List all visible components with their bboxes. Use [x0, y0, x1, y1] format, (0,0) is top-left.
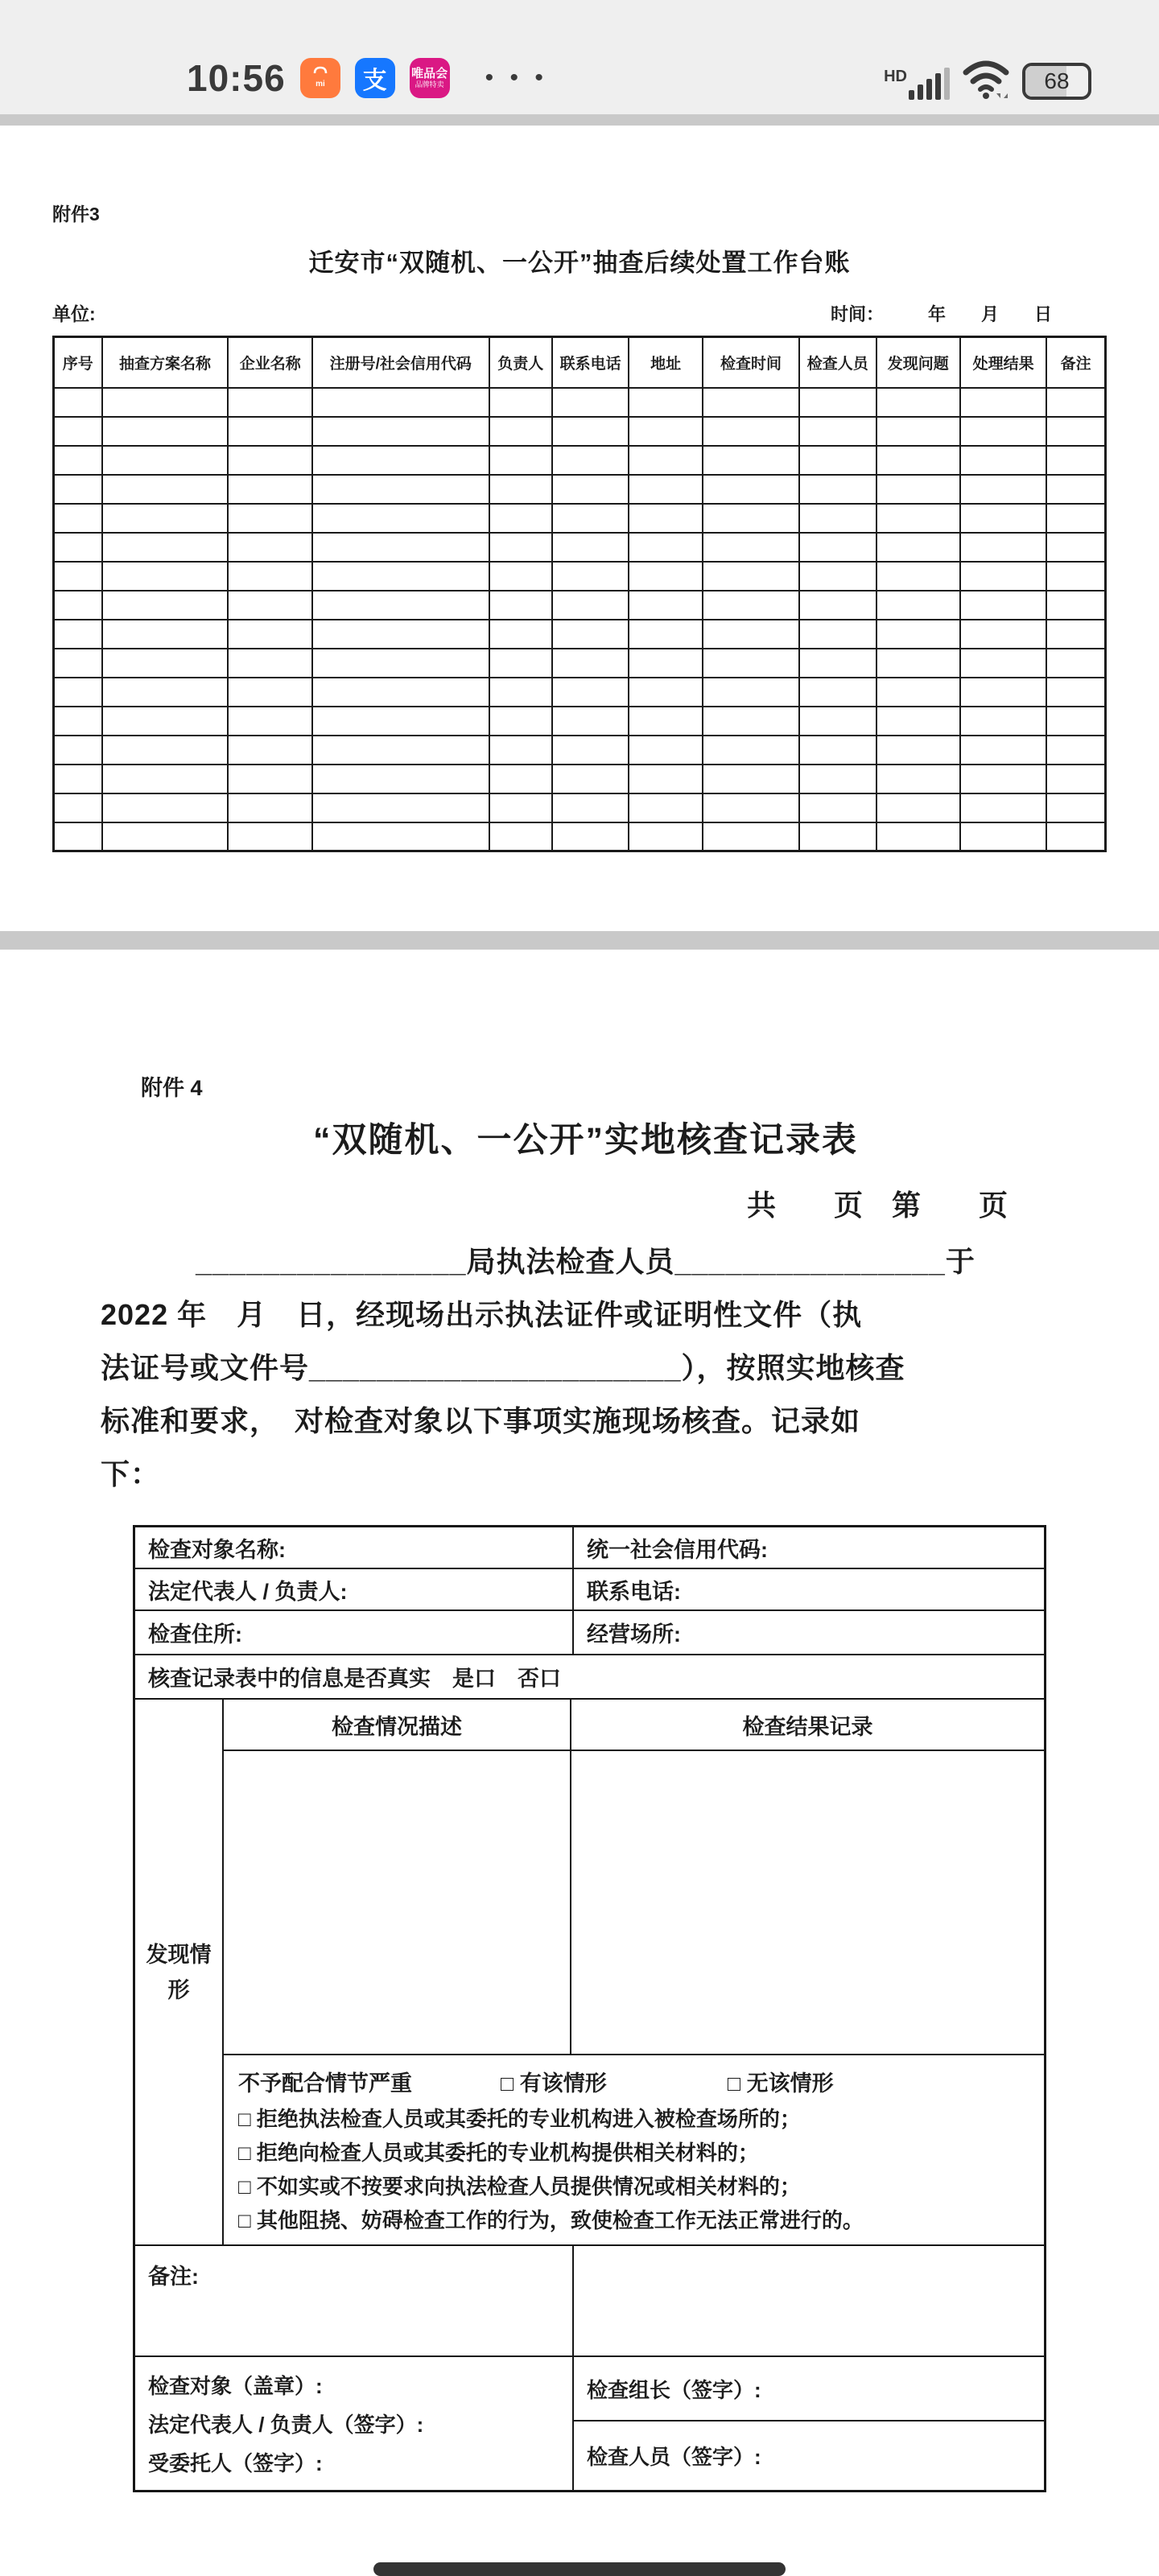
ledger-empty-cell	[799, 388, 876, 417]
mi-store-notification-icon	[300, 58, 340, 98]
ledger-empty-cell	[54, 707, 102, 736]
intro-line: 标准和要求， 对检查对象以下事项实施现场核查。记录如	[101, 1404, 861, 1437]
ledger-empty-cell	[799, 765, 876, 793]
ledger-empty-cell	[552, 707, 629, 736]
ledger-empty-cell	[228, 793, 312, 822]
ledger-empty-cell	[312, 822, 489, 851]
ledger-empty-cell	[799, 707, 876, 736]
ledger-empty-cell	[960, 765, 1046, 793]
ledger-empty-cell	[102, 678, 229, 707]
ledger-empty-cell	[876, 793, 961, 822]
ledger-empty-row	[54, 707, 1106, 736]
ledger-empty-cell	[629, 446, 702, 475]
ledger-col-header: 负责人	[489, 337, 552, 388]
vipshop-sublabel: 品牌特卖	[415, 80, 444, 89]
ledger-empty-cell	[228, 562, 312, 591]
info-truthful-checkbox-row: 核查记录表中的信息是否真实 是口 否口	[135, 1655, 1044, 1700]
ledger-col-header: 地址	[629, 337, 702, 388]
ledger-empty-cell	[102, 765, 229, 793]
ledger-empty-cell	[552, 533, 629, 562]
ledger-empty-cell	[102, 533, 229, 562]
ledger-col-header: 检查时间	[703, 337, 799, 388]
findings-side-column	[135, 1700, 224, 2244]
ledger-empty-cell	[228, 533, 312, 562]
ledger-empty-cell	[876, 504, 961, 533]
business-premises-field: 经营场所:	[587, 1622, 681, 1647]
ledger-empty-cell	[629, 678, 702, 707]
page-count-line: 共 页 第 页	[746, 1189, 1008, 1222]
legal-representative-field: 法定代表人 / 负责人:	[135, 1569, 574, 1609]
noncoop-item: □ 拒绝向检查人员或其委托的专业机构提供相关材料的；	[238, 2141, 759, 2165]
ledger-col-header: 发现问题	[876, 337, 961, 388]
ledger-empty-cell	[1046, 388, 1105, 417]
inspected-object-name-field: 检查对象名称:	[135, 1527, 574, 1568]
ledger-empty-cell	[703, 388, 799, 417]
ledger-empty-cell	[703, 736, 799, 765]
ledger-empty-cell	[876, 446, 961, 475]
inspection-address-field: 检查住所:	[135, 1611, 574, 1654]
ledger-empty-cell	[1046, 765, 1105, 793]
ledger-empty-cell	[102, 707, 229, 736]
signature-left-cell	[135, 2357, 574, 2490]
ledger-empty-cell	[876, 765, 961, 793]
ledger-empty-cell	[1046, 822, 1105, 851]
ledger-empty-cell	[960, 591, 1046, 620]
ledger-empty-cell	[102, 591, 229, 620]
ledger-empty-cell	[312, 446, 489, 475]
ledger-col-header: 企业名称	[228, 337, 312, 388]
ledger-empty-cell	[703, 504, 799, 533]
ledger-empty-cell	[703, 533, 799, 562]
noncoop-no-checkbox: □ 无该情形	[727, 2071, 834, 2096]
ledger-empty-cell	[228, 446, 312, 475]
ledger-empty-cell	[102, 562, 229, 591]
ledger-empty-cell	[1046, 446, 1105, 475]
ledger-empty-cell	[489, 707, 552, 736]
ledger-empty-cell	[312, 793, 489, 822]
ledger-empty-cell	[489, 504, 552, 533]
ledger-empty-cell	[960, 417, 1046, 446]
ledger-meta-row	[52, 299, 1107, 326]
date-field: 时间： 年 月 日	[830, 304, 1052, 324]
ledger-empty-cell	[54, 765, 102, 793]
home-indicator-bar[interactable]	[373, 2562, 786, 2576]
battery-icon	[1022, 63, 1091, 100]
ledger-empty-cell	[629, 736, 702, 765]
ledger-empty-cell	[489, 417, 552, 446]
ledger-empty-row	[54, 765, 1106, 793]
ledger-col-header: 备注	[1046, 337, 1105, 388]
ledger-empty-cell	[960, 620, 1046, 649]
ledger-empty-cell	[799, 475, 876, 504]
ledger-empty-cell	[703, 678, 799, 707]
ledger-empty-cell	[629, 475, 702, 504]
ledger-empty-cell	[703, 475, 799, 504]
remark-empty-cell	[574, 2246, 1044, 2355]
ledger-empty-cell	[489, 446, 552, 475]
ledger-empty-row	[54, 591, 1106, 620]
ledger-empty-cell	[960, 736, 1046, 765]
ledger-empty-cell	[489, 475, 552, 504]
ledger-empty-cell	[876, 822, 961, 851]
document-scroll-area[interactable]	[0, 126, 1159, 2492]
ledger-empty-cell	[629, 707, 702, 736]
ledger-empty-cell	[54, 446, 102, 475]
ledger-empty-cell	[54, 504, 102, 533]
form-row-address	[135, 1611, 1044, 1655]
signature-section	[135, 2357, 1044, 2490]
ledger-empty-cell	[102, 649, 229, 678]
ledger-empty-cell	[1046, 562, 1105, 591]
ledger-empty-cell	[228, 765, 312, 793]
ledger-empty-cell	[54, 475, 102, 504]
intro-line: 下：	[101, 1457, 161, 1490]
ledger-empty-cell	[1046, 591, 1105, 620]
ledger-empty-row	[54, 417, 1106, 446]
ledger-empty-cell	[54, 793, 102, 822]
ledger-empty-cell	[552, 446, 629, 475]
alipay-glyph: 支	[362, 68, 387, 94]
ledger-empty-cell	[629, 562, 702, 591]
ledger-empty-cell	[629, 822, 702, 851]
ledger-empty-cell	[102, 388, 229, 417]
ledger-empty-cell	[489, 591, 552, 620]
ledger-empty-cell	[489, 678, 552, 707]
ledger-empty-cell	[489, 562, 552, 591]
ledger-empty-cell	[552, 388, 629, 417]
ledger-empty-cell	[703, 649, 799, 678]
ledger-empty-row	[54, 822, 1106, 851]
inspection-form-table	[133, 1525, 1046, 2492]
ledger-empty-cell	[629, 504, 702, 533]
document-page-2	[0, 950, 1159, 2492]
ledger-empty-cell	[799, 736, 876, 765]
ledger-empty-cell	[312, 417, 489, 446]
ledger-empty-cell	[703, 707, 799, 736]
ledger-empty-cell	[876, 649, 961, 678]
ledger-empty-cell	[312, 765, 489, 793]
ledger-empty-cell	[228, 504, 312, 533]
ledger-empty-cell	[552, 822, 629, 851]
ledger-empty-cell	[1046, 678, 1105, 707]
ledger-empty-cell	[876, 388, 961, 417]
ledger-empty-cell	[960, 793, 1046, 822]
ledger-empty-cell	[703, 562, 799, 591]
ledger-empty-cell	[489, 736, 552, 765]
ledger-empty-cell	[799, 620, 876, 649]
inspector-signature-field: 检查人员（签字）:	[587, 2445, 761, 2469]
ledger-empty-cell	[489, 822, 552, 851]
ledger-empty-cell	[228, 591, 312, 620]
svg-text:mi: mi	[315, 80, 325, 89]
noncoop-item: □ 不如实或不按要求向执法检查人员提供情况或相关材料的；	[238, 2174, 801, 2199]
ledger-empty-cell	[54, 417, 102, 446]
ledger-empty-cell	[1046, 504, 1105, 533]
ledger-empty-cell	[228, 417, 312, 446]
ledger-empty-cell	[629, 533, 702, 562]
ledger-empty-cell	[960, 504, 1046, 533]
ledger-col-header: 检查人员	[799, 337, 876, 388]
ledger-header-row	[54, 337, 1106, 388]
ledger-empty-cell	[960, 446, 1046, 475]
ledger-empty-cell	[799, 793, 876, 822]
ledger-empty-cell	[552, 562, 629, 591]
ledger-empty-cell	[312, 533, 489, 562]
form-row-legal-phone	[135, 1569, 1044, 1611]
ledger-empty-cell	[54, 678, 102, 707]
ledger-empty-cell	[799, 591, 876, 620]
remark-row	[135, 2246, 1044, 2357]
findings-body-row	[224, 1751, 1044, 2055]
situation-description-header: 检查情况描述	[224, 1700, 571, 1750]
ledger-empty-cell	[552, 678, 629, 707]
ledger-empty-cell	[228, 736, 312, 765]
ledger-empty-cell	[629, 620, 702, 649]
ledger-empty-cell	[799, 649, 876, 678]
ledger-empty-cell	[629, 793, 702, 822]
ledger-empty-cell	[960, 707, 1046, 736]
ledger-empty-cell	[1046, 533, 1105, 562]
hd-volte-label: HD	[884, 68, 907, 85]
ledger-empty-cell	[54, 620, 102, 649]
ledger-empty-cell	[312, 649, 489, 678]
cell-signal-icon	[884, 68, 950, 100]
ledger-empty-cell	[552, 504, 629, 533]
vipshop-notification-icon	[410, 58, 450, 98]
ledger-empty-cell	[102, 793, 229, 822]
ledger-col-header: 联系电话	[552, 337, 629, 388]
form-row-name-code	[135, 1527, 1044, 1569]
ledger-empty-row	[54, 562, 1106, 591]
ledger-empty-cell	[54, 388, 102, 417]
ledger-empty-cell	[876, 475, 961, 504]
ledger-empty-cell	[960, 475, 1046, 504]
noncoop-title: 不予配合情节严重	[238, 2071, 412, 2096]
ledger-empty-cell	[552, 620, 629, 649]
ledger-empty-cell	[102, 736, 229, 765]
ledger-empty-cell	[552, 475, 629, 504]
ledger-empty-cell	[1046, 620, 1105, 649]
ledger-empty-cell	[960, 678, 1046, 707]
ledger-empty-cell	[876, 736, 961, 765]
ledger-empty-cell	[960, 562, 1046, 591]
ledger-empty-cell	[552, 793, 629, 822]
alipay-notification-icon	[355, 58, 395, 98]
ledger-empty-cell	[54, 822, 102, 851]
ledger-empty-cell	[876, 707, 961, 736]
findings-side-label: 发现情形	[146, 1942, 212, 2002]
ledger-empty-cell	[960, 533, 1046, 562]
ledger-empty-cell	[876, 591, 961, 620]
ledger-empty-cell	[799, 562, 876, 591]
ledger-empty-cell	[312, 736, 489, 765]
unit-label: 单位:	[52, 303, 96, 324]
ledger-empty-cell	[102, 620, 229, 649]
ledger-empty-cell	[703, 417, 799, 446]
ledger-col-header: 注册号/社会信用代码	[312, 337, 489, 388]
ledger-empty-row	[54, 475, 1106, 504]
noncoop-item: □ 其他阻挠、妨碍检查工作的行为，致使检查工作无法正常进行的。	[238, 2208, 864, 2232]
ledger-empty-cell	[629, 417, 702, 446]
ledger-empty-cell	[312, 562, 489, 591]
team-leader-signature-field: 检查组长（签字）:	[574, 2357, 1044, 2421]
noncooperation-section	[224, 2055, 1044, 2244]
shopping-bag-icon	[308, 65, 332, 91]
entrusted-signature-field: 受委托人（签字）:	[148, 2451, 323, 2476]
ledger-empty-cell	[312, 678, 489, 707]
ledger-empty-cell	[54, 591, 102, 620]
object-seal-field: 检查对象（盖章）:	[148, 2373, 323, 2398]
ledger-empty-cell	[876, 417, 961, 446]
ledger-empty-cell	[312, 620, 489, 649]
ledger-empty-cell	[54, 649, 102, 678]
more-notifications-icon: • • •	[485, 64, 548, 91]
ledger-empty-cell	[228, 822, 312, 851]
page-separator	[0, 931, 1159, 950]
ledger-empty-cell	[312, 707, 489, 736]
ledger-col-header: 处理结果	[960, 337, 1046, 388]
social-credit-code-field: 统一社会信用代码:	[587, 1537, 768, 1562]
noncoop-item: □ 拒绝执法检查人员或其委托的专业机构进入被检查场所的；	[238, 2107, 801, 2131]
ledger-empty-cell	[1046, 417, 1105, 446]
ledger-empty-cell	[54, 736, 102, 765]
statusbar-divider	[0, 114, 1159, 126]
contact-phone-field: 联系电话:	[587, 1579, 681, 1604]
ledger-empty-cell	[312, 591, 489, 620]
ledger-empty-row	[54, 736, 1106, 765]
ledger-empty-cell	[1046, 707, 1105, 736]
ledger-empty-row	[54, 533, 1106, 562]
ledger-empty-cell	[876, 620, 961, 649]
ledger-empty-cell	[312, 388, 489, 417]
ledger-empty-cell	[703, 620, 799, 649]
noncoop-item-list	[238, 2102, 1033, 2237]
ledger-col-header: 序号	[54, 337, 102, 388]
ledger-empty-cell	[102, 417, 229, 446]
wifi-icon	[961, 60, 1011, 100]
ledger-empty-cell	[228, 649, 312, 678]
ledger-empty-cell	[629, 388, 702, 417]
ledger-empty-cell	[799, 504, 876, 533]
ledger-empty-row	[54, 678, 1106, 707]
clock-label: 10:56	[187, 57, 286, 99]
ledger-empty-cell	[1046, 793, 1105, 822]
ledger-empty-cell	[489, 388, 552, 417]
ledger-empty-row	[54, 388, 1106, 417]
ledger-empty-cell	[799, 533, 876, 562]
ledger-empty-row	[54, 620, 1106, 649]
battery-percent-label: 68	[1044, 68, 1070, 93]
ledger-empty-cell	[102, 504, 229, 533]
ledger-empty-cell	[489, 649, 552, 678]
ledger-empty-row	[54, 649, 1106, 678]
ledger-empty-cell	[876, 533, 961, 562]
ledger-empty-cell	[489, 620, 552, 649]
ledger-empty-cell	[703, 793, 799, 822]
ledger-empty-cell	[876, 678, 961, 707]
ledger-empty-cell	[629, 591, 702, 620]
intro-paragraph	[101, 1235, 1070, 1501]
ledger-empty-cell	[703, 765, 799, 793]
noncoop-yes-checkbox: □ 有该情形	[501, 2071, 607, 2096]
remark-field: 备注:	[135, 2246, 574, 2355]
ledger-empty-cell	[489, 533, 552, 562]
ledger-empty-cell	[228, 475, 312, 504]
ledger-empty-cell	[228, 707, 312, 736]
ledger-empty-cell	[960, 649, 1046, 678]
ledger-empty-cell	[54, 533, 102, 562]
ledger-empty-cell	[1046, 649, 1105, 678]
vipshop-label: 唯品会	[411, 67, 448, 80]
result-record-cell	[571, 1751, 1044, 2054]
intro-line: 法证号或文件号______________________），按照实地核查	[101, 1351, 905, 1384]
ledger-empty-cell	[876, 562, 961, 591]
findings-header-row	[224, 1700, 1044, 1751]
ledger-empty-cell	[1046, 475, 1105, 504]
ledger-empty-cell	[489, 765, 552, 793]
ledger-empty-cell	[799, 417, 876, 446]
ledger-empty-cell	[552, 765, 629, 793]
ledger-empty-cell	[489, 793, 552, 822]
ledger-empty-cell	[703, 446, 799, 475]
attachment-3-label: 附件3	[52, 204, 100, 225]
record-form-title: “双随机、一公开”实地核查记录表	[313, 1121, 858, 1160]
ledger-empty-cell	[960, 822, 1046, 851]
ledger-empty-cell	[629, 765, 702, 793]
ledger-col-header: 抽查方案名称	[102, 337, 229, 388]
situation-description-cell	[224, 1751, 571, 2054]
ledger-empty-cell	[799, 822, 876, 851]
ledger-empty-cell	[228, 620, 312, 649]
ledger-empty-row	[54, 446, 1106, 475]
ledger-empty-cell	[312, 504, 489, 533]
ledger-empty-cell	[1046, 736, 1105, 765]
ledger-empty-row	[54, 504, 1106, 533]
ledger-empty-cell	[552, 736, 629, 765]
ledger-empty-cell	[312, 475, 489, 504]
ledger-empty-cell	[102, 822, 229, 851]
result-record-header: 检查结果记录	[742, 1714, 873, 1739]
ledger-empty-cell	[552, 417, 629, 446]
signal-bars-icon	[909, 68, 950, 100]
ledger-empty-cell	[799, 446, 876, 475]
intro-line: 2022 年 月 日，经现场出示执法证件或证明性文件（执	[101, 1298, 863, 1331]
ledger-empty-cell	[629, 649, 702, 678]
ledger-empty-cell	[552, 591, 629, 620]
intro-line: ________________局执法检查人员________________于	[196, 1245, 975, 1278]
ledger-table	[52, 336, 1107, 852]
ledger-empty-row	[54, 793, 1106, 822]
ledger-empty-cell	[703, 591, 799, 620]
legal-rep-signature-field: 法定代表人 / 负责人（签字）:	[148, 2412, 424, 2437]
ledger-empty-cell	[102, 475, 229, 504]
findings-section	[135, 1700, 1044, 2246]
ledger-empty-cell	[228, 678, 312, 707]
ledger-empty-cell	[228, 388, 312, 417]
status-bar	[0, 0, 1159, 114]
ledger-empty-cell	[552, 649, 629, 678]
attachment-4-label: 附件 4	[141, 1076, 203, 1100]
ledger-empty-cell	[54, 562, 102, 591]
document-page-1	[0, 126, 1159, 931]
ledger-empty-cell	[703, 822, 799, 851]
ledger-title: 迁安市“双随机、一公开”抽查后续处置工作台账	[308, 249, 851, 277]
ledger-empty-cell	[799, 678, 876, 707]
ledger-empty-cell	[960, 388, 1046, 417]
ledger-empty-cell	[102, 446, 229, 475]
